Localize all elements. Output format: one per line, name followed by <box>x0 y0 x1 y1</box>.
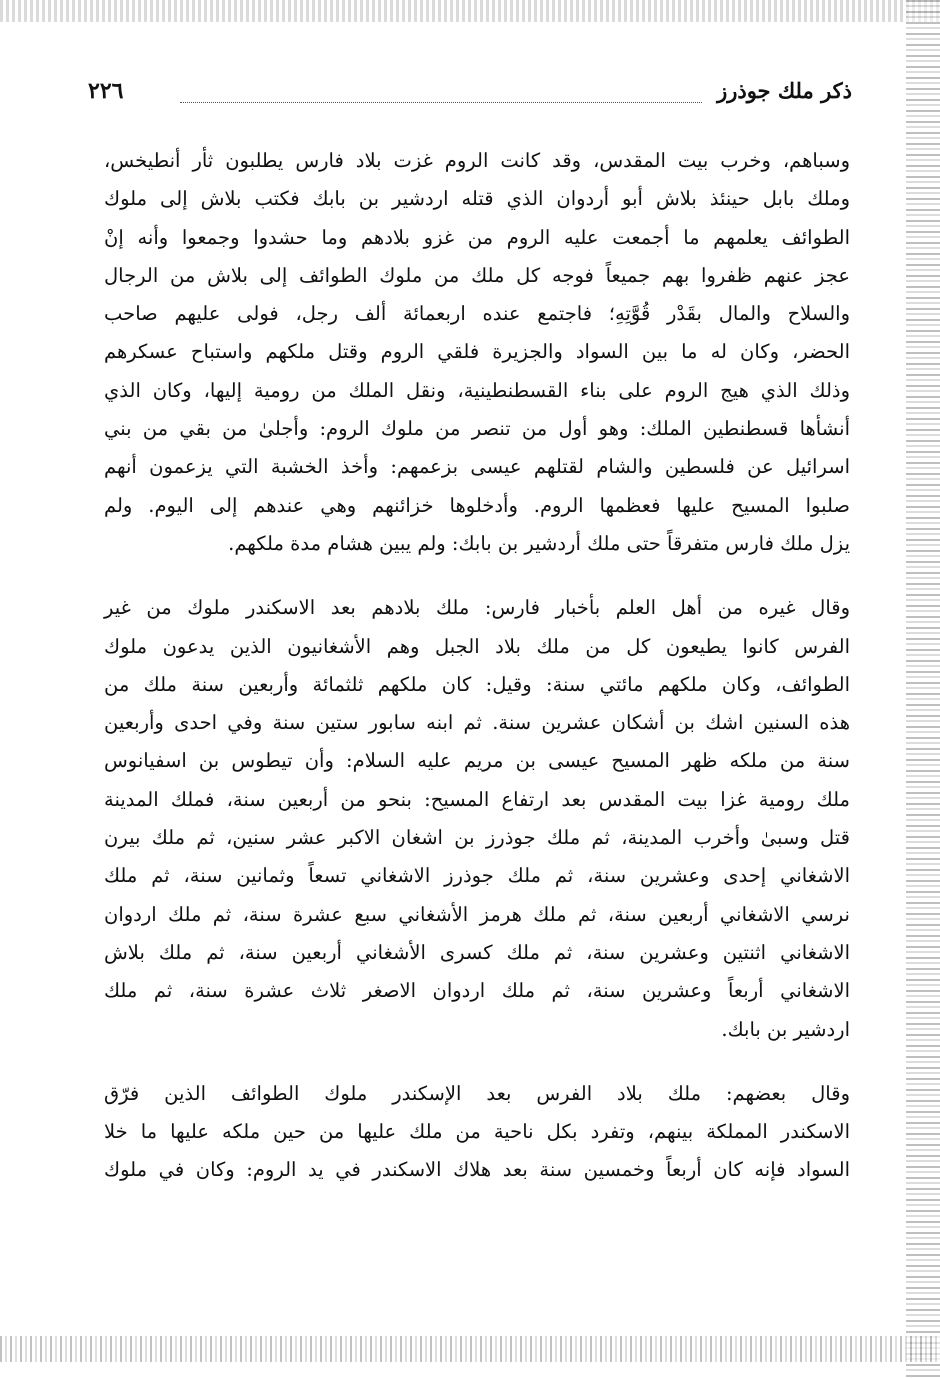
text-line: يزل ملك فارس متفرقاً حتى ملك أردشير بن بابك: ولم يبين هشام مدة ملكهم. <box>228 531 850 555</box>
text-line: الحضر، وكان له ما بين السواد والجزيرة فلقي الروم وقتل ملكهم واستباح عسكرهم <box>104 340 850 364</box>
text-line: الطوائف يعلمهم ما أجمعت عليه الروم من غزو بلادهم وما حشدوا وجمعوا وأنه إنْ <box>104 225 850 249</box>
text-line: والسلاح والمال بقَدْر قُوَّتِهِ؛ فاجتمع عنده اربعمائة ألف رجل، فولى عليهم صاحب <box>104 302 850 326</box>
text-line: اسرائيل عن فلسطين والشام لقتلهم عيسى بزعمهم: وأخذ الخشبة التي يزعمون أنهم <box>104 455 850 479</box>
paragraph <box>104 1075 850 1190</box>
text-line: أنشأها قسطنطين الملك: وهو أول من تنصر من ملوك الروم: وأجلىٰ من بقي من بني <box>104 417 850 441</box>
paragraph <box>104 589 850 1049</box>
text-line: قتل وسبىٰ وأخرب المدينة، ثم ملك جوذرز بن اشغان الاكبر عشر سنين، ثم ملك بيرن <box>104 826 850 850</box>
text-line: وذلك الذي هيج الروم على بناء القسطنطينية، ونقل الملك من رومية إليها، وكان الذي <box>104 378 850 402</box>
text-line: وقال بعضهم: ملك بلاد الفرس بعد الإسكندر ملوك الطوائف الذين فرّق <box>104 1081 850 1105</box>
text-line: الاشغاني اثنتين وعشرين سنة، ثم ملك كسرى الأشغاني أربعين سنة، ثم ملك بلاش <box>104 940 850 964</box>
text-line: وملك بابل حينئذ بلاش أبو أردوان الذي قتله اردشير بن بابك فكتب بلاش إلى ملوك <box>104 187 850 211</box>
text-line: وقال غيره من أهل العلم بأخبار فارس: ملك بلادهم بعد الاسكندر ملوك من غير <box>104 596 850 620</box>
top-ornament-border <box>0 0 940 22</box>
text-line: نرسي الاشغاني أربعين سنة، ثم ملك هرمز الأشغاني سبع عشرة سنة، ثم ملك اردوان <box>104 902 850 926</box>
text-line: السواد فإنه كان أربعاً وخمسين سنة بعد هلاك الاسكندر في يد الروم: وكان في ملوك <box>104 1158 850 1182</box>
page-number: ٢٢٦ <box>88 78 124 104</box>
body-text <box>104 142 850 1190</box>
text-line: الاشغاني أربعاً وعشرين سنة، ثم ملك اردوان الاصغر ثلاث عشرة سنة، ثم ملك <box>104 979 850 1003</box>
text-line: ملك رومية غزا بيت المقدس بعد ارتفاع المسيح: بنحو من أربعين سنة، فملك المدينة <box>104 787 850 811</box>
text-line: صلبوا المسيح عليها فعظمها الروم. وأدخلوها خزائنهم وهي عندهم إلى اليوم. ولم <box>104 493 850 517</box>
text-line: الاسكندر المملكة بينهم، وتفرد بكل ناحية من ملك عليها من حين ملكه عليها ما خلا <box>104 1120 850 1144</box>
text-line: سنة من ملكه ظهر المسيح عيسى بن مريم عليه السلام: وأن تيطوس بن اسفيانوس <box>104 749 850 773</box>
text-line: هذه السنين اشك بن أشكان عشرين سنة. ثم ابنه سابور ستين سنة وفي احدى وأربعين <box>104 711 850 735</box>
text-line: عجز عنهم ظفروا بهم جميعاً فوجه كل ملك من ملوك الطوائف إلى بلاش من الرجال <box>104 263 850 287</box>
text-line: الاشغاني إحدى وعشرين سنة، ثم ملك جوذرز الاشغاني تسعاً وثمانين سنة، ثم ملك <box>104 864 850 888</box>
bottom-ornament-border <box>0 1336 940 1362</box>
text-line: وسباهم، وخرب بيت المقدس، وقد كانت الروم غزت بلاد فارس يطلبون ثأر أنطيخس، <box>104 149 850 172</box>
chapter-title: ذكر ملك جوذرز <box>717 78 852 103</box>
right-ornament-border <box>906 0 940 1378</box>
paragraph <box>104 142 850 563</box>
text-line: اردشير بن بابك. <box>721 1017 850 1041</box>
text-line: الطوائف، وكان ملكهم مائتي سنة: وقيل: كان ملكهم ثلثمائة وأربعين سنة ملك من <box>104 672 850 696</box>
header-dotted-leader <box>180 102 702 103</box>
running-header <box>88 78 852 112</box>
text-line: الفرس كانوا يطيعون كل من ملك بلاد الجبل وهم الأشغانيون الذين يدعون ملوك <box>104 634 850 658</box>
